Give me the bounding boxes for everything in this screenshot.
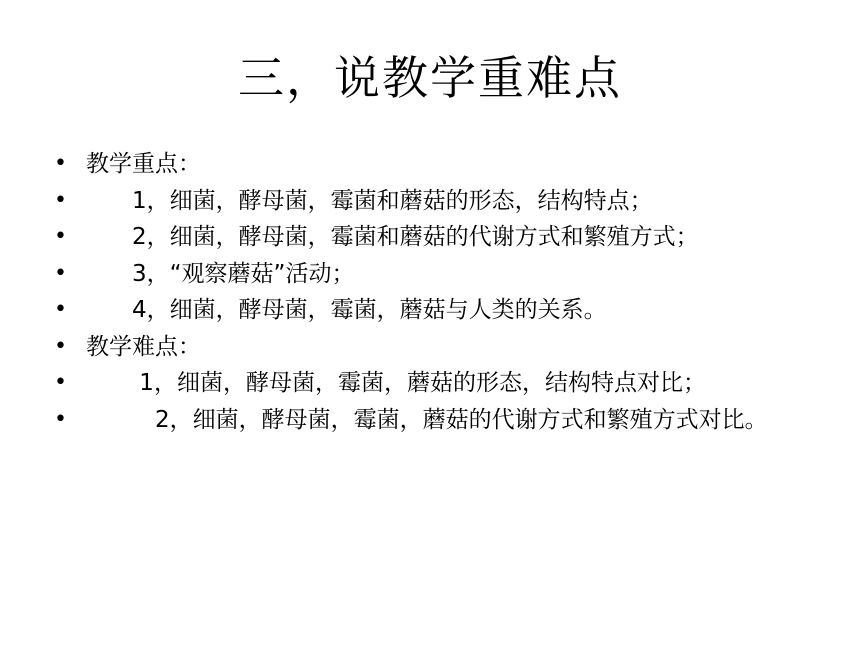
bullet-icon: • — [54, 187, 67, 213]
bullet-icon: • — [54, 224, 67, 249]
list-item-text: 4，细菌，酵母菌，霉菌，蘑菇与人类的关系。 — [86, 297, 607, 323]
list-item-text: 3，“观察蘑菇”活动； — [86, 260, 355, 287]
list-item-text: 1，细菌，酵母菌，霉菌和蘑菇的形态，结构特点； — [86, 187, 653, 214]
list-item-text: 教学难点： — [86, 333, 201, 360]
list-item-text: 教学重点： — [86, 151, 201, 177]
bullet-icon: • — [54, 297, 67, 322]
bullet-icon: • — [54, 151, 67, 176]
list-item-text: 2，细菌，酵母菌，霉菌和蘑菇的代谢方式和繁殖方式； — [86, 224, 699, 250]
bullet-icon: • — [54, 406, 67, 432]
slide-title: 三，说教学重难点 — [238, 51, 622, 105]
bullet-icon: • — [54, 260, 67, 286]
list-item — [54, 223, 814, 251]
list-item — [54, 260, 814, 288]
bullet-list — [54, 150, 814, 442]
list-item — [54, 369, 814, 397]
list-item-text: 1，细菌，酵母菌，霉菌，蘑菇的形态，结构特点对比； — [86, 370, 706, 396]
list-item — [54, 296, 814, 324]
list-item-text: 2，细菌，酵母菌，霉菌，蘑菇的代谢方式和繁殖方式对比。 — [86, 406, 768, 433]
list-item — [54, 406, 814, 434]
list-item — [54, 333, 814, 361]
list-item — [54, 150, 814, 178]
list-item — [54, 187, 814, 215]
bullet-icon: • — [54, 370, 67, 395]
bullet-icon: • — [54, 333, 67, 359]
